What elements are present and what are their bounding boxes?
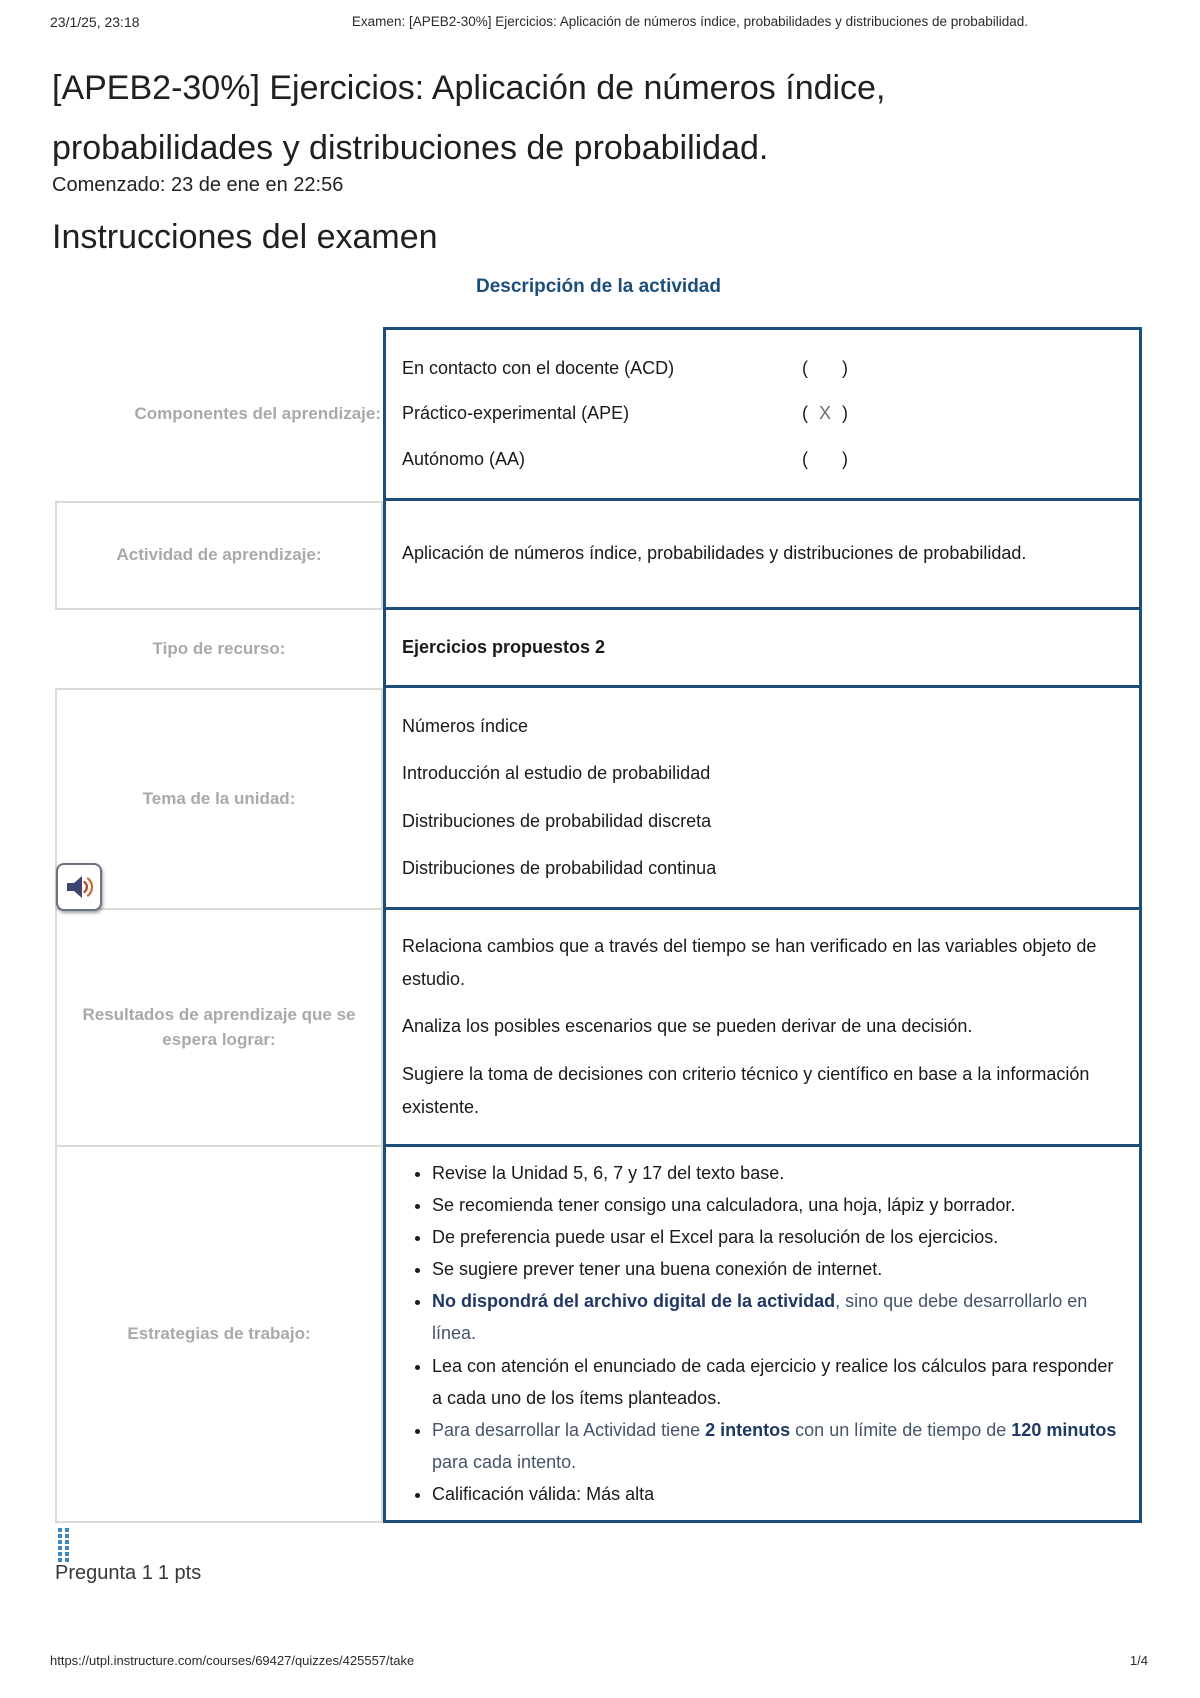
- row-label-estrategias: [55, 1147, 383, 1523]
- bullet-item: • Se sugiere prever tener una buena conexión de internet.: [432, 1253, 1123, 1285]
- option-mark: X: [818, 403, 831, 424]
- row-label-text: Resultados de aprendizaje que se espera lograr:: [82, 1004, 356, 1049]
- option-text: En contacto con el docente (ACD): [402, 357, 675, 378]
- paren-close: ): [842, 357, 848, 378]
- row-label-text: Tipo de recurso:: [152, 638, 286, 658]
- bullet-list: [402, 1157, 1123, 1509]
- component-option: [402, 357, 1123, 380]
- content-paragraph: Relaciona cambios que a través del tiempo se han verificado en las variables objeto de estudio.: [402, 935, 1097, 990]
- option-mark: [808, 357, 842, 380]
- row-label-actividad: [55, 501, 383, 610]
- content-paragraph: Sugiere la toma de decisiones con criterio técnico y científico en base a la información existente.: [402, 1063, 1090, 1117]
- question-header: [55, 1562, 206, 1585]
- row-content-estrategias: [383, 1147, 1142, 1523]
- activity-row-componentes: [55, 327, 1142, 501]
- component-option: [402, 402, 1123, 425]
- print-header-datetime: 23/1/25, 23:18: [50, 14, 140, 30]
- question-label: Pregunta 1: [55, 1562, 153, 1584]
- bullet-item: • Lea con atención el enunciado de cada ejercicio y realice los cálculos para responder a cada uno de los ítems planteados.: [432, 1350, 1123, 1414]
- component-option: [402, 448, 1123, 471]
- content-paragraph: Analiza los posibles escenarios que se pueden derivar de una decisión.: [402, 1016, 973, 1037]
- drag-handle-icon: [58, 1528, 69, 1562]
- speaker-icon: [63, 871, 95, 903]
- activity-table-caption: Descripción de la actividad: [476, 276, 721, 297]
- content-paragraph: Aplicación de números índice, probabilidades y distribuciones de probabilidad.: [402, 543, 1027, 564]
- activity-table: [55, 327, 1142, 1523]
- bullet-item: • No dispondrá del archivo digital de la actividad, sino que debe desarrollarlo en línea.: [432, 1285, 1123, 1349]
- print-header-title: Examen: [APEB2-30%] Ejercicios: Aplicación de números índice, probabilidades y distribuciones de probabilidad.: [351, 14, 1029, 29]
- question-points: 1 pts: [157, 1562, 202, 1584]
- activity-row-resultados: [55, 910, 1142, 1147]
- bullet-item: • Para desarrollar la Actividad tiene 2 intentos con un límite de tiempo de 120 minutos para cada intento.: [432, 1414, 1123, 1478]
- bullet-item: • Calificación válida: Más alta: [432, 1478, 1123, 1510]
- content-paragraph: Números índice: [402, 715, 529, 736]
- content-paragraph: Ejercicios propuestos 2: [402, 636, 606, 657]
- exam-title: [APEB2-30%] Ejercicios: Aplicación de números índice, probabilidades y distribuciones de probabilidad.: [52, 69, 886, 167]
- content-paragraph: Distribuciones de probabilidad continua: [402, 857, 717, 878]
- content-paragraph: Introducción al estudio de probabilidad: [402, 763, 711, 784]
- bullet-item: • Revise la Unidad 5, 6, 7 y 17 del texto base.: [432, 1157, 1123, 1189]
- row-content-componentes: [383, 327, 1142, 501]
- instructions-heading: Instrucciones del examen: [52, 218, 438, 256]
- footer-url: https://utpl.instructure.com/courses/69427/quizzes/425557/take: [50, 1653, 415, 1668]
- content-paragraph: Distribuciones de probabilidad discreta: [402, 810, 712, 831]
- row-label-tema: [55, 688, 383, 910]
- activity-row-tipo: [55, 610, 1142, 688]
- row-label-text: Estrategias de trabajo:: [127, 1323, 311, 1343]
- activity-row-estrategias: [55, 1147, 1142, 1523]
- row-label-text: Tema de la unidad:: [142, 788, 296, 808]
- row-label-text: Actividad de aprendizaje:: [116, 545, 322, 565]
- paren-open: (: [802, 448, 808, 469]
- row-content-actividad: [383, 501, 1142, 610]
- bullet-item: • De preferencia puede usar el Excel para la resolución de los ejercicios.: [432, 1221, 1123, 1253]
- paren-open: (: [802, 357, 808, 378]
- paren-open: (: [802, 403, 808, 424]
- option-text: Autónomo (AA): [402, 448, 526, 469]
- row-label-text: Componentes del aprendizaje:: [134, 403, 381, 423]
- row-label-resultados: [55, 910, 383, 1147]
- audio-button[interactable]: [56, 863, 102, 911]
- activity-row-tema: [55, 688, 1142, 910]
- activity-row-actividad: [55, 501, 1142, 610]
- exam-started-timestamp: Comenzado: 23 de ene en 22:56: [52, 174, 344, 196]
- row-content-tipo: [383, 610, 1142, 688]
- paren-close: ): [842, 403, 848, 424]
- row-content-resultados: [383, 910, 1142, 1147]
- bullet-item: • Se recomienda tener consigo una calculadora, una hoja, lápiz y borrador.: [432, 1189, 1123, 1221]
- footer-page-indicator: 1/4: [1129, 1653, 1148, 1668]
- option-text: Práctico-experimental (APE): [402, 403, 630, 424]
- option-mark: [808, 448, 842, 471]
- row-label-tipo: [55, 610, 383, 688]
- row-content-tema: [383, 688, 1142, 910]
- paren-close: ): [842, 448, 848, 469]
- row-label-componentes: [55, 327, 383, 501]
